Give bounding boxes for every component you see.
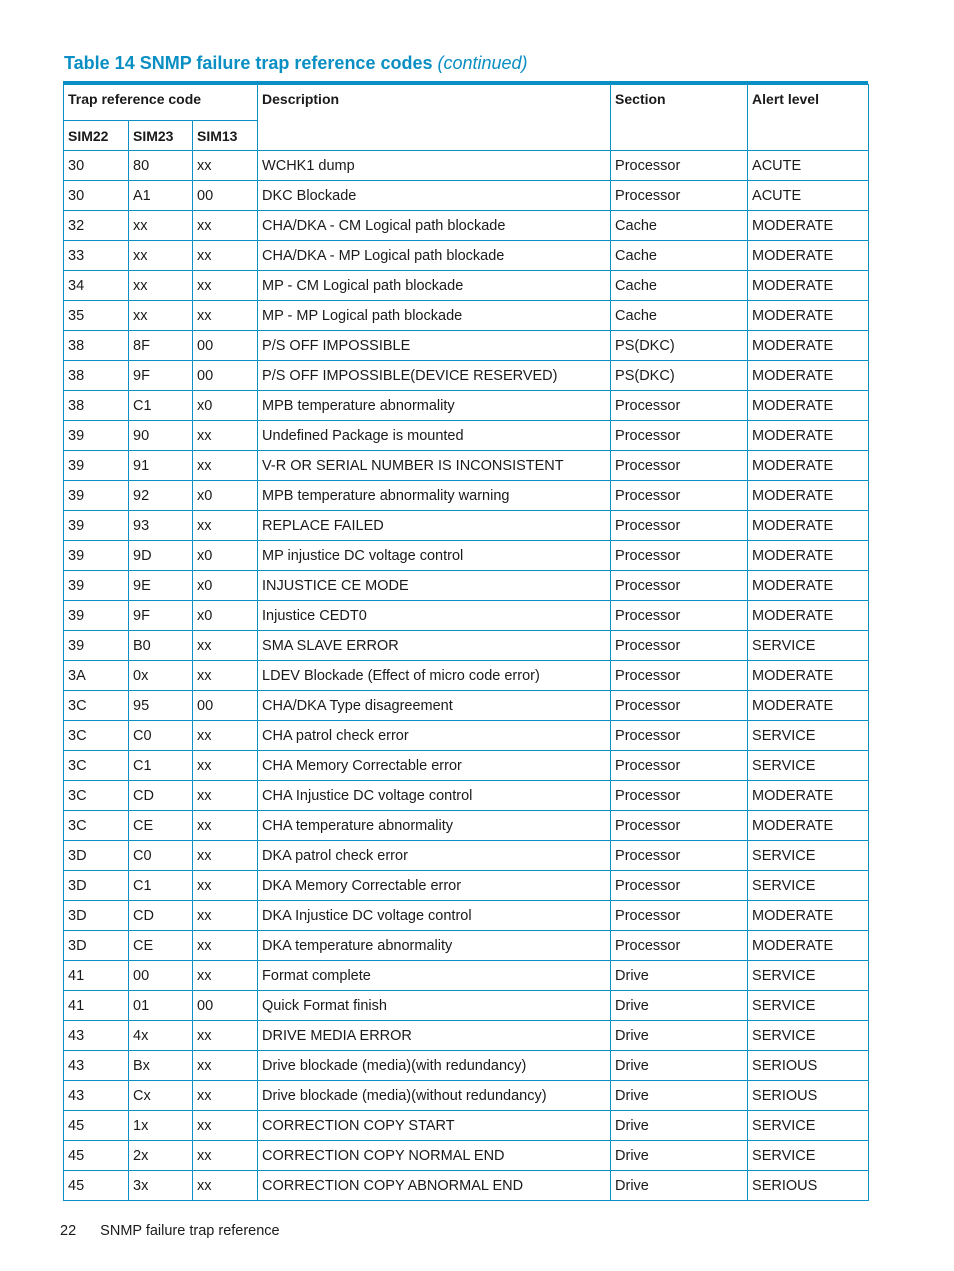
cell-section: Processor — [611, 541, 748, 571]
cell-sim13: 00 — [193, 331, 258, 361]
cell-sim23: 95 — [129, 691, 193, 721]
table-row — [64, 1081, 869, 1111]
cell-sim13: xx — [193, 931, 258, 961]
table-row — [64, 601, 869, 631]
cell-description: CHA/DKA Type disagreement — [258, 691, 611, 721]
cell-sim22: 3C — [64, 751, 129, 781]
table-row — [64, 571, 869, 601]
cell-sim23: 8F — [129, 331, 193, 361]
cell-alert-level: MODERATE — [748, 271, 869, 301]
cell-alert-level: MODERATE — [748, 781, 869, 811]
cell-sim13: xx — [193, 631, 258, 661]
cell-sim13: xx — [193, 961, 258, 991]
cell-description: CORRECTION COPY START — [258, 1111, 611, 1141]
cell-sim23: 9E — [129, 571, 193, 601]
cell-alert-level: MODERATE — [748, 571, 869, 601]
cell-sim23: xx — [129, 211, 193, 241]
cell-description: DKA Memory Correctable error — [258, 871, 611, 901]
cell-description: DKA patrol check error — [258, 841, 611, 871]
table-row — [64, 541, 869, 571]
cell-alert-level: MODERATE — [748, 811, 869, 841]
cell-alert-level: SERIOUS — [748, 1051, 869, 1081]
cell-sim13: xx — [193, 901, 258, 931]
cell-alert-level: MODERATE — [748, 241, 869, 271]
header-description: Description — [258, 85, 611, 151]
cell-alert-level: SERVICE — [748, 961, 869, 991]
cell-sim22: 45 — [64, 1171, 129, 1201]
cell-sim13: 00 — [193, 181, 258, 211]
cell-section: Cache — [611, 211, 748, 241]
cell-section: Processor — [611, 811, 748, 841]
cell-section: Processor — [611, 571, 748, 601]
table-continued-label: (continued) — [437, 53, 528, 73]
cell-sim13: 00 — [193, 691, 258, 721]
cell-alert-level: MODERATE — [748, 301, 869, 331]
cell-sim23: C1 — [129, 391, 193, 421]
trap-reference-table — [63, 84, 869, 1201]
cell-section: PS(DKC) — [611, 361, 748, 391]
cell-sim13: xx — [193, 1081, 258, 1111]
cell-sim22: 30 — [64, 181, 129, 211]
cell-sim13: x0 — [193, 601, 258, 631]
cell-section: Processor — [611, 871, 748, 901]
cell-sim22: 39 — [64, 421, 129, 451]
cell-section: Processor — [611, 691, 748, 721]
cell-alert-level: SERVICE — [748, 721, 869, 751]
table-row — [64, 661, 869, 691]
cell-sim13: xx — [193, 721, 258, 751]
cell-sim23: 9F — [129, 361, 193, 391]
cell-description: CHA temperature abnormality — [258, 811, 611, 841]
cell-sim13: xx — [193, 661, 258, 691]
cell-alert-level: SERIOUS — [748, 1081, 869, 1111]
table-row — [64, 781, 869, 811]
cell-sim22: 41 — [64, 961, 129, 991]
cell-section: Processor — [611, 511, 748, 541]
cell-sim13: 00 — [193, 991, 258, 1021]
table-row — [64, 691, 869, 721]
cell-description: INJUSTICE CE MODE — [258, 571, 611, 601]
table-row — [64, 331, 869, 361]
header-sim22: SIM22 — [64, 121, 129, 151]
cell-section: Drive — [611, 1111, 748, 1141]
cell-alert-level: SERVICE — [748, 631, 869, 661]
cell-sim22: 45 — [64, 1111, 129, 1141]
cell-sim13: x0 — [193, 481, 258, 511]
table-row — [64, 481, 869, 511]
cell-sim22: 39 — [64, 541, 129, 571]
table-row — [64, 841, 869, 871]
cell-sim23: 2x — [129, 1141, 193, 1171]
cell-sim22: 38 — [64, 331, 129, 361]
cell-section: Processor — [611, 841, 748, 871]
cell-sim13: xx — [193, 1111, 258, 1141]
cell-sim23: 93 — [129, 511, 193, 541]
cell-section: Processor — [611, 601, 748, 631]
cell-sim22: 38 — [64, 361, 129, 391]
cell-description: DRIVE MEDIA ERROR — [258, 1021, 611, 1051]
cell-section: Processor — [611, 931, 748, 961]
cell-sim22: 39 — [64, 631, 129, 661]
cell-section: Cache — [611, 271, 748, 301]
cell-sim22: 33 — [64, 241, 129, 271]
header-sim23: SIM23 — [129, 121, 193, 151]
cell-sim23: xx — [129, 271, 193, 301]
cell-sim13: x0 — [193, 541, 258, 571]
cell-sim23: 90 — [129, 421, 193, 451]
cell-section: Processor — [611, 391, 748, 421]
cell-sim13: xx — [193, 751, 258, 781]
cell-alert-level: MODERATE — [748, 691, 869, 721]
cell-description: Undefined Package is mounted — [258, 421, 611, 451]
header-sim13: SIM13 — [193, 121, 258, 151]
cell-section: Processor — [611, 451, 748, 481]
cell-sim23: 00 — [129, 961, 193, 991]
cell-description: MP - MP Logical path blockade — [258, 301, 611, 331]
cell-sim22: 3A — [64, 661, 129, 691]
cell-section: Processor — [611, 781, 748, 811]
cell-sim23: CD — [129, 901, 193, 931]
cell-sim22: 3C — [64, 691, 129, 721]
cell-sim13: xx — [193, 211, 258, 241]
cell-sim23: CE — [129, 811, 193, 841]
cell-alert-level: MODERATE — [748, 541, 869, 571]
cell-description: MP injustice DC voltage control — [258, 541, 611, 571]
table-row — [64, 1141, 869, 1171]
cell-sim22: 3C — [64, 811, 129, 841]
cell-description: Quick Format finish — [258, 991, 611, 1021]
table-row — [64, 391, 869, 421]
cell-description: CHA/DKA - MP Logical path blockade — [258, 241, 611, 271]
table-caption — [64, 53, 528, 74]
cell-sim23: C1 — [129, 751, 193, 781]
cell-alert-level: MODERATE — [748, 331, 869, 361]
cell-alert-level: SERVICE — [748, 871, 869, 901]
cell-description: DKC Blockade — [258, 181, 611, 211]
table-row — [64, 511, 869, 541]
cell-sim22: 41 — [64, 991, 129, 1021]
table-row — [64, 901, 869, 931]
cell-sim13: xx — [193, 1171, 258, 1201]
cell-alert-level: SERVICE — [748, 1021, 869, 1051]
cell-section: Drive — [611, 961, 748, 991]
cell-alert-level: MODERATE — [748, 361, 869, 391]
cell-sim23: A1 — [129, 181, 193, 211]
cell-sim23: 80 — [129, 151, 193, 181]
cell-section: Processor — [611, 151, 748, 181]
cell-description: Drive blockade (media)(without redundancy) — [258, 1081, 611, 1111]
page-footer — [60, 1223, 280, 1239]
cell-description: REPLACE FAILED — [258, 511, 611, 541]
cell-section: Processor — [611, 721, 748, 751]
cell-sim13: xx — [193, 511, 258, 541]
table-row — [64, 151, 869, 181]
cell-sim22: 39 — [64, 511, 129, 541]
cell-section: Processor — [611, 421, 748, 451]
cell-sim23: C1 — [129, 871, 193, 901]
table-row — [64, 961, 869, 991]
cell-sim13: xx — [193, 421, 258, 451]
cell-sim22: 39 — [64, 481, 129, 511]
cell-sim13: xx — [193, 1141, 258, 1171]
table-row — [64, 361, 869, 391]
cell-sim22: 39 — [64, 451, 129, 481]
cell-alert-level: ACUTE — [748, 151, 869, 181]
table-row — [64, 181, 869, 211]
table-row — [64, 421, 869, 451]
cell-section: Drive — [611, 1171, 748, 1201]
cell-alert-level: ACUTE — [748, 181, 869, 211]
cell-description: LDEV Blockade (Effect of micro code error) — [258, 661, 611, 691]
table-row — [64, 1051, 869, 1081]
cell-sim22: 3D — [64, 871, 129, 901]
cell-alert-level: MODERATE — [748, 901, 869, 931]
cell-description: MP - CM Logical path blockade — [258, 271, 611, 301]
table-row — [64, 1171, 869, 1201]
cell-section: Cache — [611, 301, 748, 331]
table-body — [64, 151, 869, 1201]
cell-sim22: 43 — [64, 1021, 129, 1051]
cell-sim13: x0 — [193, 571, 258, 601]
cell-sim22: 3D — [64, 841, 129, 871]
cell-section: Processor — [611, 661, 748, 691]
cell-section: Processor — [611, 181, 748, 211]
table-row — [64, 211, 869, 241]
table-row — [64, 871, 869, 901]
cell-description: V-R OR SERIAL NUMBER IS INCONSISTENT — [258, 451, 611, 481]
cell-section: PS(DKC) — [611, 331, 748, 361]
cell-alert-level: MODERATE — [748, 931, 869, 961]
table-row — [64, 751, 869, 781]
cell-sim13: 00 — [193, 361, 258, 391]
cell-sim23: C0 — [129, 721, 193, 751]
cell-description: MPB temperature abnormality — [258, 391, 611, 421]
cell-sim22: 3D — [64, 901, 129, 931]
cell-description: CHA patrol check error — [258, 721, 611, 751]
cell-sim13: xx — [193, 241, 258, 271]
cell-alert-level: MODERATE — [748, 601, 869, 631]
cell-sim23: xx — [129, 301, 193, 331]
cell-sim23: 01 — [129, 991, 193, 1021]
cell-section: Drive — [611, 1081, 748, 1111]
cell-alert-level: SERIOUS — [748, 1171, 869, 1201]
page-number: 22 — [60, 1223, 77, 1239]
cell-sim22: 35 — [64, 301, 129, 331]
cell-sim23: 3x — [129, 1171, 193, 1201]
cell-sim22: 3C — [64, 721, 129, 751]
cell-sim13: xx — [193, 811, 258, 841]
cell-section: Processor — [611, 631, 748, 661]
cell-sim22: 34 — [64, 271, 129, 301]
cell-sim13: xx — [193, 1021, 258, 1051]
cell-description: DKA Injustice DC voltage control — [258, 901, 611, 931]
cell-alert-level: MODERATE — [748, 481, 869, 511]
cell-section: Drive — [611, 991, 748, 1021]
cell-alert-level: SERVICE — [748, 991, 869, 1021]
cell-description: SMA SLAVE ERROR — [258, 631, 611, 661]
table-row — [64, 451, 869, 481]
cell-description: DKA temperature abnormality — [258, 931, 611, 961]
cell-sim22: 30 — [64, 151, 129, 181]
cell-section: Processor — [611, 751, 748, 781]
cell-sim22: 39 — [64, 571, 129, 601]
cell-sim23: 0x — [129, 661, 193, 691]
header-row — [64, 85, 869, 121]
cell-section: Processor — [611, 481, 748, 511]
cell-description: MPB temperature abnormality warning — [258, 481, 611, 511]
cell-sim22: 39 — [64, 601, 129, 631]
cell-description: CORRECTION COPY ABNORMAL END — [258, 1171, 611, 1201]
table-title: Table 14 SNMP failure trap reference codes — [64, 53, 433, 73]
cell-sim23: 9D — [129, 541, 193, 571]
cell-sim22: 38 — [64, 391, 129, 421]
cell-sim22: 32 — [64, 211, 129, 241]
cell-section: Drive — [611, 1051, 748, 1081]
header-section: Section — [611, 85, 748, 151]
cell-sim22: 3D — [64, 931, 129, 961]
cell-alert-level: SERVICE — [748, 751, 869, 781]
cell-alert-level: MODERATE — [748, 661, 869, 691]
cell-alert-level: MODERATE — [748, 421, 869, 451]
table-row — [64, 241, 869, 271]
cell-description: CHA Memory Correctable error — [258, 751, 611, 781]
cell-sim13: xx — [193, 871, 258, 901]
table-row — [64, 1111, 869, 1141]
cell-sim23: CD — [129, 781, 193, 811]
cell-sim22: 43 — [64, 1051, 129, 1081]
cell-alert-level: MODERATE — [748, 451, 869, 481]
table-row — [64, 271, 869, 301]
cell-sim22: 45 — [64, 1141, 129, 1171]
cell-sim13: xx — [193, 271, 258, 301]
cell-sim13: xx — [193, 781, 258, 811]
table-row — [64, 931, 869, 961]
cell-sim23: 9F — [129, 601, 193, 631]
cell-alert-level: MODERATE — [748, 211, 869, 241]
cell-alert-level: MODERATE — [748, 391, 869, 421]
cell-sim22: 43 — [64, 1081, 129, 1111]
cell-alert-level: SERVICE — [748, 841, 869, 871]
cell-sim13: xx — [193, 1051, 258, 1081]
cell-description: CHA Injustice DC voltage control — [258, 781, 611, 811]
cell-sim13: xx — [193, 301, 258, 331]
table-row — [64, 991, 869, 1021]
cell-alert-level: SERVICE — [748, 1111, 869, 1141]
cell-description: Format complete — [258, 961, 611, 991]
header-alert-level: Alert level — [748, 85, 869, 151]
cell-section: Drive — [611, 1021, 748, 1051]
cell-sim13: x0 — [193, 391, 258, 421]
cell-section: Cache — [611, 241, 748, 271]
cell-sim23: Cx — [129, 1081, 193, 1111]
cell-sim13: xx — [193, 841, 258, 871]
cell-sim23: xx — [129, 241, 193, 271]
table-row — [64, 301, 869, 331]
cell-sim13: xx — [193, 451, 258, 481]
cell-sim23: 91 — [129, 451, 193, 481]
cell-description: WCHK1 dump — [258, 151, 611, 181]
cell-alert-level: SERVICE — [748, 1141, 869, 1171]
table-row — [64, 631, 869, 661]
cell-sim23: B0 — [129, 631, 193, 661]
cell-description: P/S OFF IMPOSSIBLE — [258, 331, 611, 361]
cell-sim13: xx — [193, 151, 258, 181]
cell-section: Drive — [611, 1141, 748, 1171]
cell-alert-level: MODERATE — [748, 511, 869, 541]
table-row — [64, 1021, 869, 1051]
cell-sim23: 1x — [129, 1111, 193, 1141]
cell-sim23: CE — [129, 931, 193, 961]
cell-description: CORRECTION COPY NORMAL END — [258, 1141, 611, 1171]
table-row — [64, 811, 869, 841]
cell-section: Processor — [611, 901, 748, 931]
cell-sim23: Bx — [129, 1051, 193, 1081]
footer-section-title: SNMP failure trap reference — [100, 1223, 280, 1239]
cell-sim23: C0 — [129, 841, 193, 871]
table-row — [64, 721, 869, 751]
header-trap-reference-code: Trap reference code — [64, 85, 258, 121]
cell-description: Injustice CEDT0 — [258, 601, 611, 631]
cell-description: Drive blockade (media)(with redundancy) — [258, 1051, 611, 1081]
cell-description: P/S OFF IMPOSSIBLE(DEVICE RESERVED) — [258, 361, 611, 391]
cell-description: CHA/DKA - CM Logical path blockade — [258, 211, 611, 241]
cell-sim23: 4x — [129, 1021, 193, 1051]
cell-sim23: 92 — [129, 481, 193, 511]
cell-sim22: 3C — [64, 781, 129, 811]
